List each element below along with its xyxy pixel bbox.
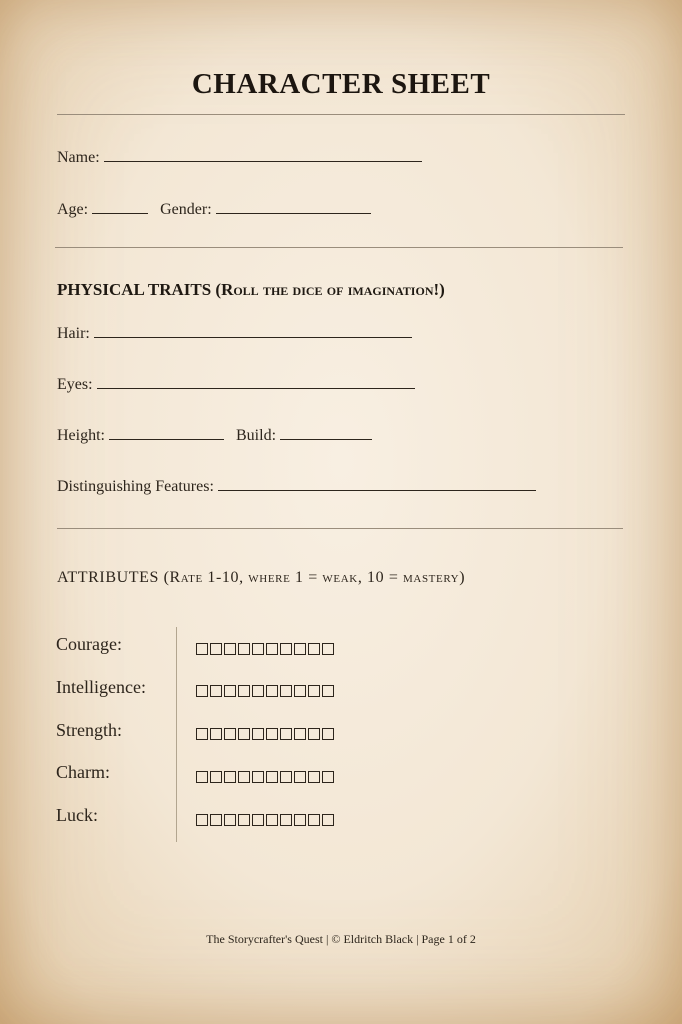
rating-checkbox[interactable]	[294, 643, 306, 655]
physical-traits-subtitle: (Roll the dice of imagination!)	[215, 280, 445, 299]
rating-checkbox[interactable]	[280, 728, 292, 740]
rating-checkbox[interactable]	[210, 685, 222, 697]
eyes-input-line[interactable]	[97, 373, 415, 389]
rating-checkbox[interactable]	[294, 728, 306, 740]
height-label: Height:	[57, 427, 105, 444]
rating-checkbox[interactable]	[252, 814, 264, 826]
rating-checkbox[interactable]	[224, 728, 236, 740]
attribute-rating-strength	[196, 728, 334, 742]
rating-checkbox[interactable]	[252, 643, 264, 655]
age-input-line[interactable]	[92, 198, 148, 214]
rating-checkbox[interactable]	[280, 643, 292, 655]
age-gender-row	[57, 198, 371, 219]
name-field	[57, 146, 422, 167]
attributes-heading	[57, 569, 465, 587]
title-divider	[57, 114, 625, 115]
rating-checkbox[interactable]	[280, 685, 292, 697]
rating-checkbox[interactable]	[266, 685, 278, 697]
rating-checkbox[interactable]	[308, 643, 320, 655]
hair-field	[57, 322, 412, 343]
rating-checkbox[interactable]	[196, 814, 208, 826]
gender-label: Gender:	[160, 201, 212, 218]
rating-checkbox[interactable]	[280, 771, 292, 783]
rating-checkbox[interactable]	[196, 685, 208, 697]
rating-checkbox[interactable]	[224, 771, 236, 783]
attribute-label-charm: Charm:	[56, 762, 110, 782]
physical-traits-title: PHYSICAL TRAITS	[57, 280, 212, 299]
rating-checkbox[interactable]	[322, 685, 334, 697]
rating-checkbox[interactable]	[252, 728, 264, 740]
attributes-subtitle: (Rate 1-10, where 1 = weak, 10 = mastery)	[163, 569, 466, 586]
attribute-rating-courage	[196, 643, 334, 657]
page-footer: The Storycrafter's Quest | © Eldritch Black | Page 1 of 2	[206, 932, 476, 946]
rating-checkbox[interactable]	[294, 771, 306, 783]
page-title: CHARACTER SHEET	[191, 68, 491, 100]
rating-checkbox[interactable]	[210, 643, 222, 655]
rating-checkbox[interactable]	[238, 771, 250, 783]
rating-checkbox[interactable]	[266, 814, 278, 826]
attribute-label-intelligence: Intelligence:	[56, 677, 146, 697]
rating-checkbox[interactable]	[266, 728, 278, 740]
attributes-column-divider	[176, 627, 177, 842]
attribute-label-strength: Strength:	[56, 720, 122, 740]
attribute-rating-charm	[196, 771, 334, 785]
features-input-line[interactable]	[218, 475, 536, 491]
name-label: Name:	[57, 149, 100, 166]
rating-checkbox[interactable]	[308, 771, 320, 783]
rating-checkbox[interactable]	[252, 771, 264, 783]
rating-checkbox[interactable]	[294, 685, 306, 697]
rating-checkbox[interactable]	[280, 814, 292, 826]
rating-checkbox[interactable]	[266, 771, 278, 783]
features-label: Distinguishing Features:	[57, 478, 214, 495]
name-input-line[interactable]	[104, 146, 422, 162]
features-field	[57, 475, 536, 496]
rating-checkbox[interactable]	[196, 771, 208, 783]
rating-checkbox[interactable]	[252, 685, 264, 697]
rating-checkbox[interactable]	[224, 685, 236, 697]
rating-checkbox[interactable]	[224, 643, 236, 655]
rating-checkbox[interactable]	[238, 728, 250, 740]
gender-input-line[interactable]	[216, 198, 371, 214]
rating-checkbox[interactable]	[224, 814, 236, 826]
rating-checkbox[interactable]	[238, 643, 250, 655]
rating-checkbox[interactable]	[308, 728, 320, 740]
physical-traits-heading	[57, 280, 445, 300]
rating-checkbox[interactable]	[210, 814, 222, 826]
section-divider-1	[55, 247, 623, 248]
section-divider-2	[57, 528, 623, 529]
rating-checkbox[interactable]	[196, 643, 208, 655]
rating-checkbox[interactable]	[196, 728, 208, 740]
rating-checkbox[interactable]	[308, 814, 320, 826]
height-build-row	[57, 424, 372, 445]
attribute-rating-luck	[196, 814, 334, 828]
attributes-title: ATTRIBUTES	[57, 569, 159, 586]
hair-input-line[interactable]	[94, 322, 412, 338]
height-input-line[interactable]	[109, 424, 224, 440]
attribute-label-courage: Courage:	[56, 634, 122, 654]
rating-checkbox[interactable]	[322, 814, 334, 826]
rating-checkbox[interactable]	[210, 728, 222, 740]
build-input-line[interactable]	[280, 424, 372, 440]
rating-checkbox[interactable]	[294, 814, 306, 826]
attribute-label-luck: Luck:	[56, 805, 98, 825]
eyes-label: Eyes:	[57, 376, 93, 393]
rating-checkbox[interactable]	[322, 643, 334, 655]
rating-checkbox[interactable]	[238, 814, 250, 826]
rating-checkbox[interactable]	[322, 728, 334, 740]
build-label: Build:	[236, 427, 277, 444]
rating-checkbox[interactable]	[238, 685, 250, 697]
rating-checkbox[interactable]	[210, 771, 222, 783]
rating-checkbox[interactable]	[322, 771, 334, 783]
rating-checkbox[interactable]	[308, 685, 320, 697]
attribute-rating-intelligence	[196, 685, 334, 699]
hair-label: Hair:	[57, 325, 90, 342]
age-label: Age:	[57, 201, 89, 218]
eyes-field	[57, 373, 415, 394]
rating-checkbox[interactable]	[266, 643, 278, 655]
